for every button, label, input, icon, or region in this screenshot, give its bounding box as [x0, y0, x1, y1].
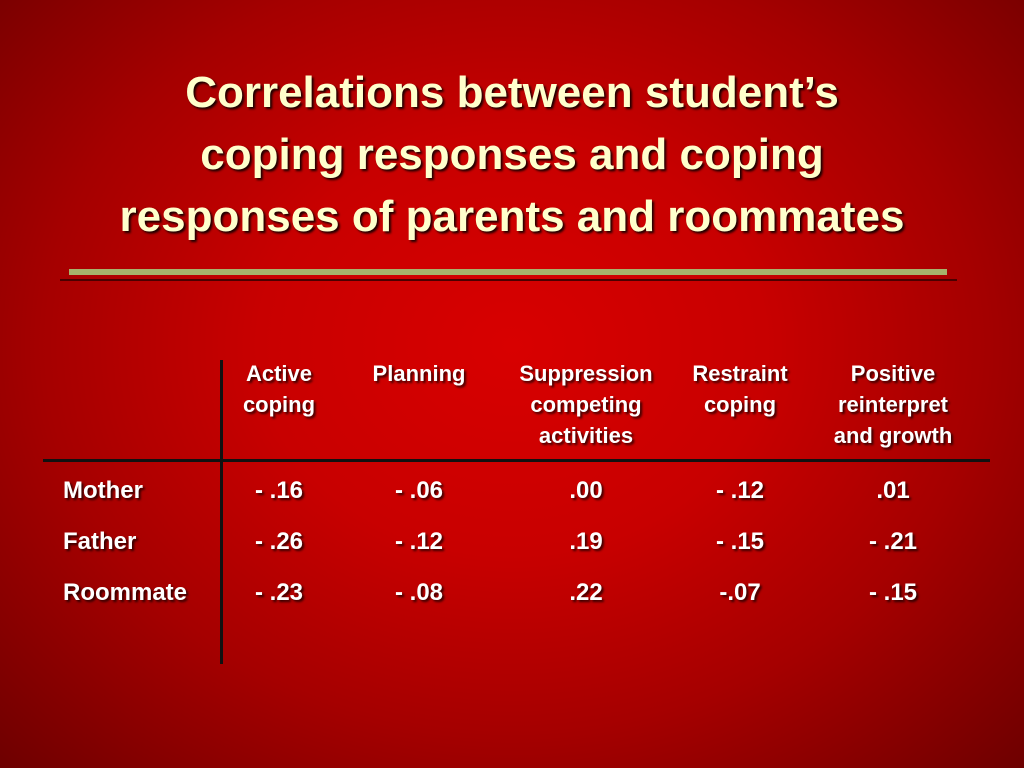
column-header-active-coping: Active coping [242, 361, 316, 417]
row-label-roommate: Roommate [63, 579, 188, 606]
title-line-3: responses of parents and roommates [119, 192, 905, 241]
table-cell: - .12 [394, 528, 444, 555]
row-label-mother: Mother [63, 477, 143, 504]
table-cell: - .12 [715, 477, 765, 504]
slide-title [20, 62, 1004, 248]
table-cell: - .15 [715, 528, 765, 555]
table-header-rule [43, 459, 990, 462]
row-label-father: Father [63, 528, 137, 555]
table-cell: -.07 [719, 579, 761, 606]
table-cell: - .16 [254, 477, 304, 504]
column-header-planning: Planning [372, 361, 466, 386]
table-cell: - .23 [254, 579, 304, 606]
title-line-2: coping responses and coping [200, 130, 824, 179]
title-line-1: Correlations between student’s [185, 68, 839, 117]
table-vertical-rule [220, 360, 223, 664]
table-cell: - .08 [394, 579, 444, 606]
column-header-suppression: Suppression competing activities [519, 361, 653, 448]
table-cell: - .21 [868, 528, 918, 555]
table-cell: .00 [569, 477, 603, 504]
table-cell: .01 [876, 477, 910, 504]
table-cell: .19 [569, 528, 603, 555]
table-cell: - .26 [254, 528, 304, 555]
column-header-positive-reinterpret: Positive reinterpret and growth [833, 361, 953, 448]
column-header-restraint-coping: Restraint coping [692, 361, 788, 417]
table-cell: .22 [569, 579, 603, 606]
title-divider-shadow [60, 279, 957, 281]
title-divider [69, 269, 947, 275]
table-cell: - .06 [394, 477, 444, 504]
table-cell: - .15 [868, 579, 918, 606]
